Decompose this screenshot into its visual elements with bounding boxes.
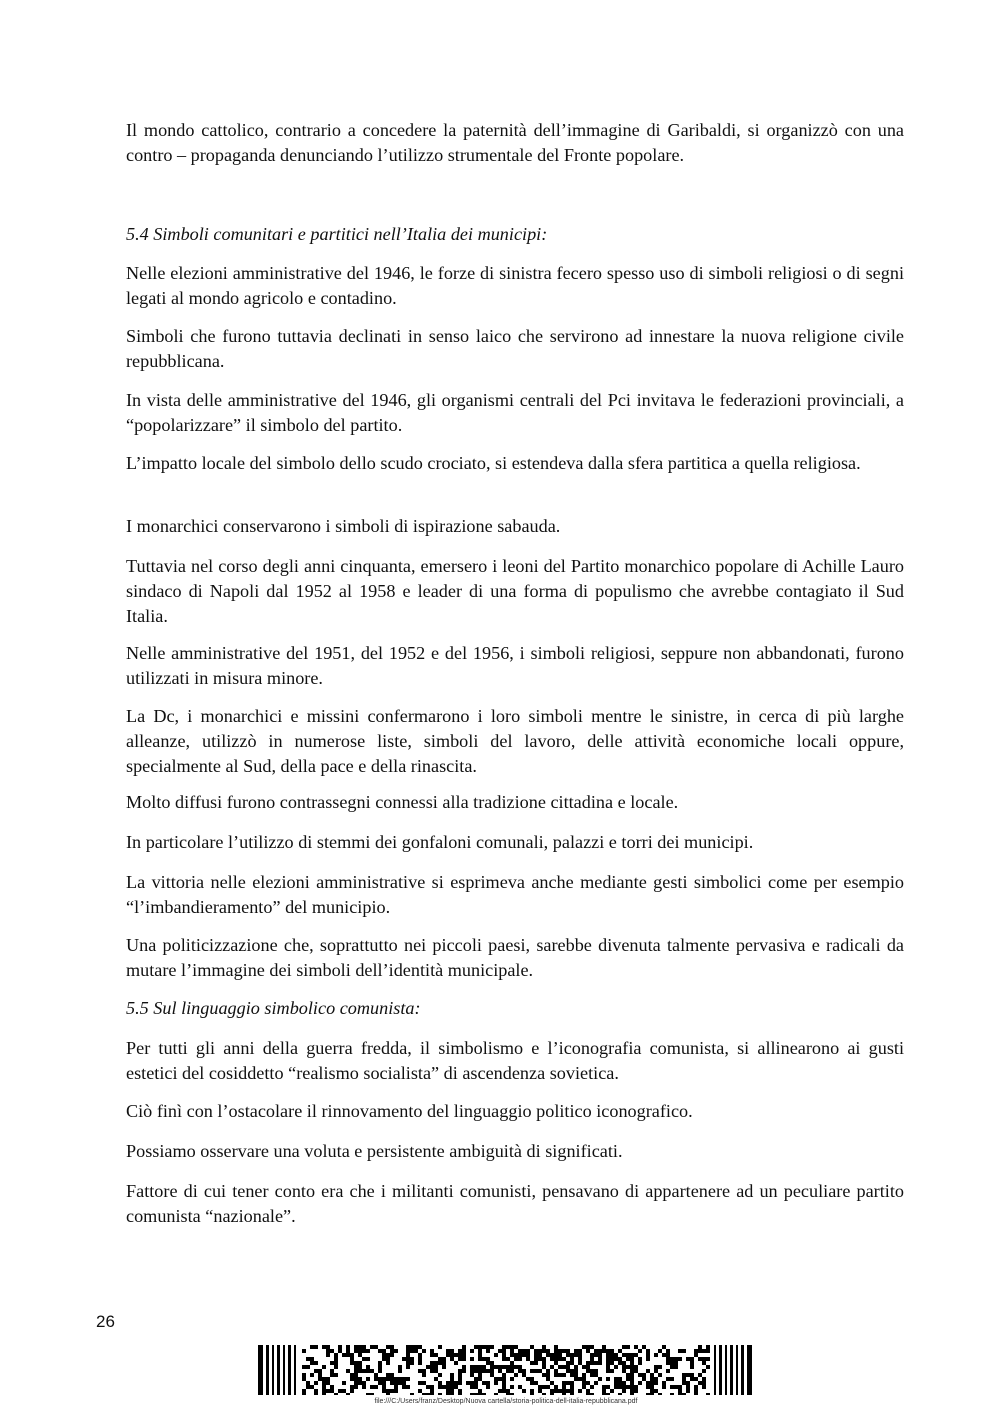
paragraph-lauro: Tuttavia nel corso degli anni cinquanta, emersero i leoni del Partito monarchico popolare di Achille Lauro sindaco di Napoli dal 1952 al 1958 e leader di una forma di populismo che avrebbe contagiato il Sud Italia. [126, 556, 904, 626]
paragraph-national-party: Fattore di cui tener conto era che i militanti comunisti, pensavano di appartenere ad un peculiare partito comunista “nazionale”. [126, 1181, 904, 1226]
paragraph-dc-alliances: La Dc, i monarchici e missini confermarono i loro simboli mentre le sinistre, in cerca di più larghe alleanze, utilizzò in numerose liste, simboli del lavoro, delle attività economiche locali oppure, specialmente al Sud, della pace e della rinascita. [126, 706, 904, 776]
file-path-footer: file:///C:/Users/franz/Desktop/Nuova cartella/storia-politica-dell-italia-repubblicana.pdf [374, 1398, 638, 1405]
paragraph-1951-1956: Nelle amministrative del 1951, del 1952 e del 1956, i simboli religiosi, seppure non abbandonati, furono utilizzati in misura minore. [126, 643, 904, 688]
paragraph-renewal: Ciò finì con l’ostacolare il rinnovamento del linguaggio politico iconografico. [126, 1101, 693, 1121]
paragraph-ambiguity: Possiamo osservare una voluta e persistente ambiguità di significati. [126, 1141, 623, 1161]
paragraph-elections-1946: Nelle elezioni amministrative del 1946, le forze di sinistra fecero spesso uso di simboli religiosi o di segni legati al mondo agricolo e contadino. [126, 263, 904, 308]
paragraph-imbandieramento: La vittoria nelle elezioni amministrative si esprimeva anche mediante gesti simbolici come per esempio “l’imbandieramento” del municipio. [126, 872, 904, 917]
paragraph-local-tradition: Molto diffusi furono contrassegni connessi alla tradizione cittadina e locale. [126, 792, 679, 812]
paragraph-pci-federations: In vista delle amministrative del 1946, gli organismi centrali del Pci invitava le federazioni provinciali, a “popolarizzare” il simbolo del partito. [126, 390, 904, 435]
paragraph-lay-symbols: Simboli che furono tuttavia declinati in senso laico che servirono ad innestare la nuova religione civile repubblicana. [126, 326, 904, 371]
paragraph-catholic-world: Il mondo cattolico, contrario a concedere la paternità dell’immagine di Garibaldi, si organizzò con una contro – propaganda denunciando l’utilizzo strumentale del Fronte popolare. [126, 120, 904, 165]
paragraph-cold-war: Per tutti gli anni della guerra fredda, il simbolismo e l’iconografia comunista, si allinearono ai gusti estetici del cosiddetto “realismo socialista” di ascendenza sovietica. [126, 1038, 904, 1083]
paragraph-politicization: Una politicizzazione che, soprattutto nei piccoli paesi, sarebbe divenuta talmente pervasiva e radicali da mutare l’immagine dei simboli dell’identità municipale. [126, 935, 904, 980]
paragraph-scudo-crociato: L’impatto locale del simbolo dello scudo crociato, si estendeva dalla sfera partitica a quella religiosa. [126, 453, 861, 473]
page-number: 26 [96, 1312, 115, 1331]
barcode-image [258, 1345, 754, 1395]
section-heading-5-4: 5.4 Simboli comunitari e partitici nell’Italia dei municipi: [126, 224, 548, 244]
paragraph-coats-of-arms: In particolare l’utilizzo di stemmi dei gonfaloni comunali, palazzi e torri dei municipi. [126, 832, 754, 852]
paragraph-monarchists: I monarchici conservarono i simboli di ispirazione sabauda. [126, 516, 561, 536]
section-heading-5-5: 5.5 Sul linguaggio simbolico comunista: [126, 998, 421, 1018]
